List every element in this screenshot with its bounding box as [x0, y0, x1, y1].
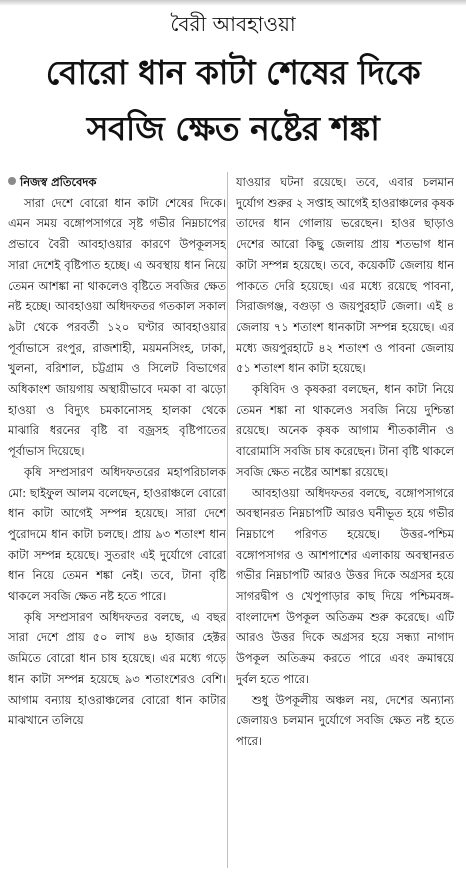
- column-divider: [227, 172, 228, 868]
- article-kicker: বৈরী আবহাওয়া: [170, 12, 296, 36]
- byline-text: নিজস্ব প্রতিবেদক: [20, 175, 97, 189]
- byline: [8, 172, 226, 193]
- article-column-left: [8, 172, 226, 872]
- paragraph: কৃষিবিদ ও কৃষকরা বলছেন, ধান কাটা নিয়ে তেমন শঙ্কা না থাকলেও সবজি নিয়ে দুশ্চিন্তা রয়েছে। অনেক কৃষক আগাম শীতকালীন ও বারোমাসি সবজি চাষ করেছেন। টানা বৃষ্টি থাকলে সবজি ক্ষেত নষ্টের আশঙ্কা রয়েছে।: [236, 382, 454, 479]
- paragraph: শুধু উপকূলীয় অঞ্চল নয়, দেশের অন্যান্য জেলায়ও চলমান দুর্যোগে সবজি ক্ষেত নষ্ট হতে পারে।: [236, 692, 454, 748]
- paragraph: কৃষি সম্প্রসারণ অধিদফতরের মহাপরিচালক মো: ছাইফুল আলম বলেছেন, হাওরাঞ্চলে বোরো ধান কাটা আগেই সম্পন্ন হয়েছে। সারা দেশে পুরোদমে ধান কাটা চলছে। প্রায় ৯৩ শতাংশ ধান কাটা সম্পন্ন হয়েছে। সুতরাং এই দুর্যোগে বোরো ধান নিয়ে তেমন শঙ্কা নেই। তবে, টানা বৃষ্টি থাকলে সবজি ক্ষেত নষ্ট হতে পারে।: [8, 464, 226, 604]
- top-rule: [0, 0, 466, 6]
- headline-line-2: সবজি ক্ষেত নষ্টের শঙ্কা: [86, 109, 380, 148]
- paragraph: কৃষি সম্প্রসারণ অধিদফতর বলছে, এ বছর সারা দেশে প্রায় ৫০ লাখ ৪৬ হাজার হেক্টর জমিতে বোরো ধান চাষ হয়েছে। এর মধ্যে গড়ে ধান কাটা সম্পন্ন হয়েছে ৯৩ শতাংশেরও বেশি। আগাম বন্যায় হাওরাঞ্চলের বোরো ধান কাটার মাঝখানে তলিয়ে: [8, 609, 226, 728]
- paragraph: যাওয়ার ঘটনা রয়েছে। তবে, এবার চলমান দুর্যোগ শুরুর ২ সপ্তাহ আগেই হাওরাঞ্চলের কৃষক তাদের ধান গোলায় ভরেছেন। হাওর ছাড়াও দেশের আরো কিছু জেলায় প্রায় শতভাগ ধান কাটা সম্পন্ন হয়েছে। তবে, কয়েকটি জেলায় ধান পাকতে দেরি হয়েছে। এর মধ্যে রয়েছে পাবনা, সিরাজগঞ্জ, বগুড়া ও জয়পুরহাট জেলা। এই ৪ জেলায় ৭১ শতাংশ ধানকাটা সম্পন্ন হয়েছে। এর মধ্যে জয়পুরহাটে ৪২ শতাংশ ও পাবনা জেলায় ৫১ শতাংশ ধান কাটা হয়েছে।: [236, 175, 454, 376]
- paragraph: আবহাওয়া অধিদফতর বলছে, বঙ্গোপসাগরে অবস্থানরত নিম্নচাপটি আরও ঘনীভূত হয়ে গভীর নিম্নচাপে পরিণত হয়েছে। উত্তর-পশ্চিম বঙ্গোপসাগর ও আশপাশের এলাকায় অবস্থানরত গভীর নিম্নচাপটি আরও উত্তর দিকে অগ্রসর হয়ে সাগরদ্বীপ ও খেপুপাড়ার কাছ দিয়ে পশ্চিমবঙ্গ-বাংলাদেশ উপকূল অতিক্রম শুরু করেছে। এটি আরও উত্তর দিকে অগ্রসর হয়ে সন্ধ্যা নাগাদ উপকূল অতিক্রম করতে পারে এবং ক্রমান্বয়ে দুর্বল হতে পারে।: [236, 485, 454, 686]
- bullet-icon: [8, 177, 16, 185]
- paragraph: সারা দেশে বোরো ধান কাটা শেষের দিকে। এমন সময় বঙ্গোপসাগরে সৃষ্ট গভীর নিম্নচাপের প্রভাবে বৈরী আবহাওয়ার কারণে উপকূলসহ সারা দেশেই বৃষ্টিপাত হচ্ছে। এ অবস্থায় ধান নিয়ে তেমন আশঙ্কা না থাকলেও বৃষ্টিতে সবজির ক্ষেত নষ্ট হচ্ছে। আবহাওয়া অধিদফতর গতকাল সকাল ৯টা থেকে পরবর্তী ১২০ ঘণ্টার আবহাওয়ার পূর্বাভাসে রংপুর, রাজশাহী, ময়মনসিংহ, ঢাকা, খুলনা, বরিশাল, চট্টগ্রাম ও সিলেট বিভাগের অধিকাংশ জায়গায় অস্থায়ীভাবে দমকা বা ঝড়ো হাওয়া ও বিদ্যুৎ চমকানোসহ হালকা থেকে মাঝারি ধরনের বৃষ্টি বা বজ্রসহ বৃষ্টিপাতের পূর্বাভাস দিয়েছে।: [8, 195, 226, 459]
- headline-line-1: বোরো ধান কাটা শেষের দিকে: [45, 53, 421, 92]
- article-column-right: [236, 172, 454, 872]
